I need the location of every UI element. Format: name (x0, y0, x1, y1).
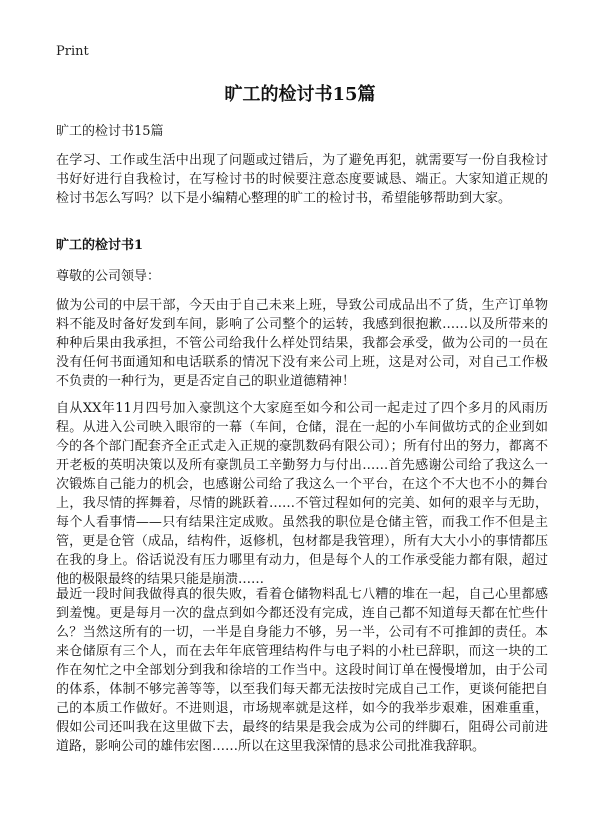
body-paragraph: 自从XX年11月四号加入豪凯这个大家庭至如今和公司一起走过了四个多月的风雨历程。从进入公司映入眼帘的一幕（车间，仓储，混在一起的小车间做坊式的企业到如今的各个部门配套齐全正式走入正规的豪凯数码有限公司）；所有付出的努力，都离不开老板的英明决策以及所有豪凯员工辛勤努力与付出……首先感谢公司给了我这么一次锻炼自己能力的机会，也感谢公司给了我这么一个平台，在这个不大也不小的舞台上，我尽情的挥舞着，尽情的跳跃着……不管过程如何的完美、如何的艰辛与无助，每个人看事情——只有结果注定成败。虽然我的职位是仓储主管，而我工作不但是主管，更是仓管（成品，结构件，返修机，包材都是我管理），所有大大小小的事情都压在我的身上。俗话说没有压力哪里有动力，但是每个人的工作承受能力都有限，超过他的极限最终的结果只能是崩溃…… (56, 401, 548, 587)
body-paragraph: 最近一段时间我做得真的很失败，看着仓储物料乱七八糟的堆在一起，自己心里都感到羞愧。更是每月一次的盘点到如今都还没有完成，连自己都不知道每天都在忙些什么？当然这所有的一切，一半是自身能力不够，另一半，公司有不可推卸的责任。本来仓储原有三个人，而在去年年底管理结构件与电子料的小杜已辞职，而这一块的工作在匆忙之中全部划分到我和徐培的工作当中。这段时间订单在慢慢增加，由于公司的体系，体制不够完善等等，以至我们每天都无法按时完成自己工作，更谈何能把自己的本质工作做好。不进则退，市场规率就是这样，如今的我举步艰难，困难重重，假如公司还叫我在这里做下去，最终的结果是我会成为公司的绊脚石，阻碍公司前进道路，影响公司的雄伟宏图……所以在这里我深情的恳求公司批准我辞职。 (56, 587, 548, 754)
greeting: 尊敬的公司领导： (56, 269, 161, 284)
body-paragraph: 做为公司的中层干部，今天由于自己未来上班，导致公司成品出不了货，生产订单物料不能及时备好发到车间，影响了公司整个的运转，我感到很抱歉……以及所带来的种种后果由我承担，不管公司给我什么样处罚结果，我都会承受，做为公司的一员在没有任何书面通知和电话联系的情况下没有来公司上班，这是对公司，对自己工作极不负责的一种行为，更是否定自己的职业道德精神！ (56, 298, 548, 389)
section-heading: 旷工的检讨书1 (56, 238, 144, 253)
intro-paragraph: 在学习、工作或生活中出现了问题或过错后，为了避免再犯，就需要写一份自我检讨书好好进行自我检讨，在写检讨书的时候要注意态度要诚恳、端正。大家知道正规的检讨书怎么写吗？以下是小编精心整理的旷工的检讨书，希望能够帮助到大家。 (56, 153, 548, 206)
document-subtitle: 旷工的检讨书15篇 (56, 124, 164, 139)
page-title: 旷工的检讨书15篇 (224, 84, 376, 105)
print-link[interactable]: Print (56, 44, 89, 59)
